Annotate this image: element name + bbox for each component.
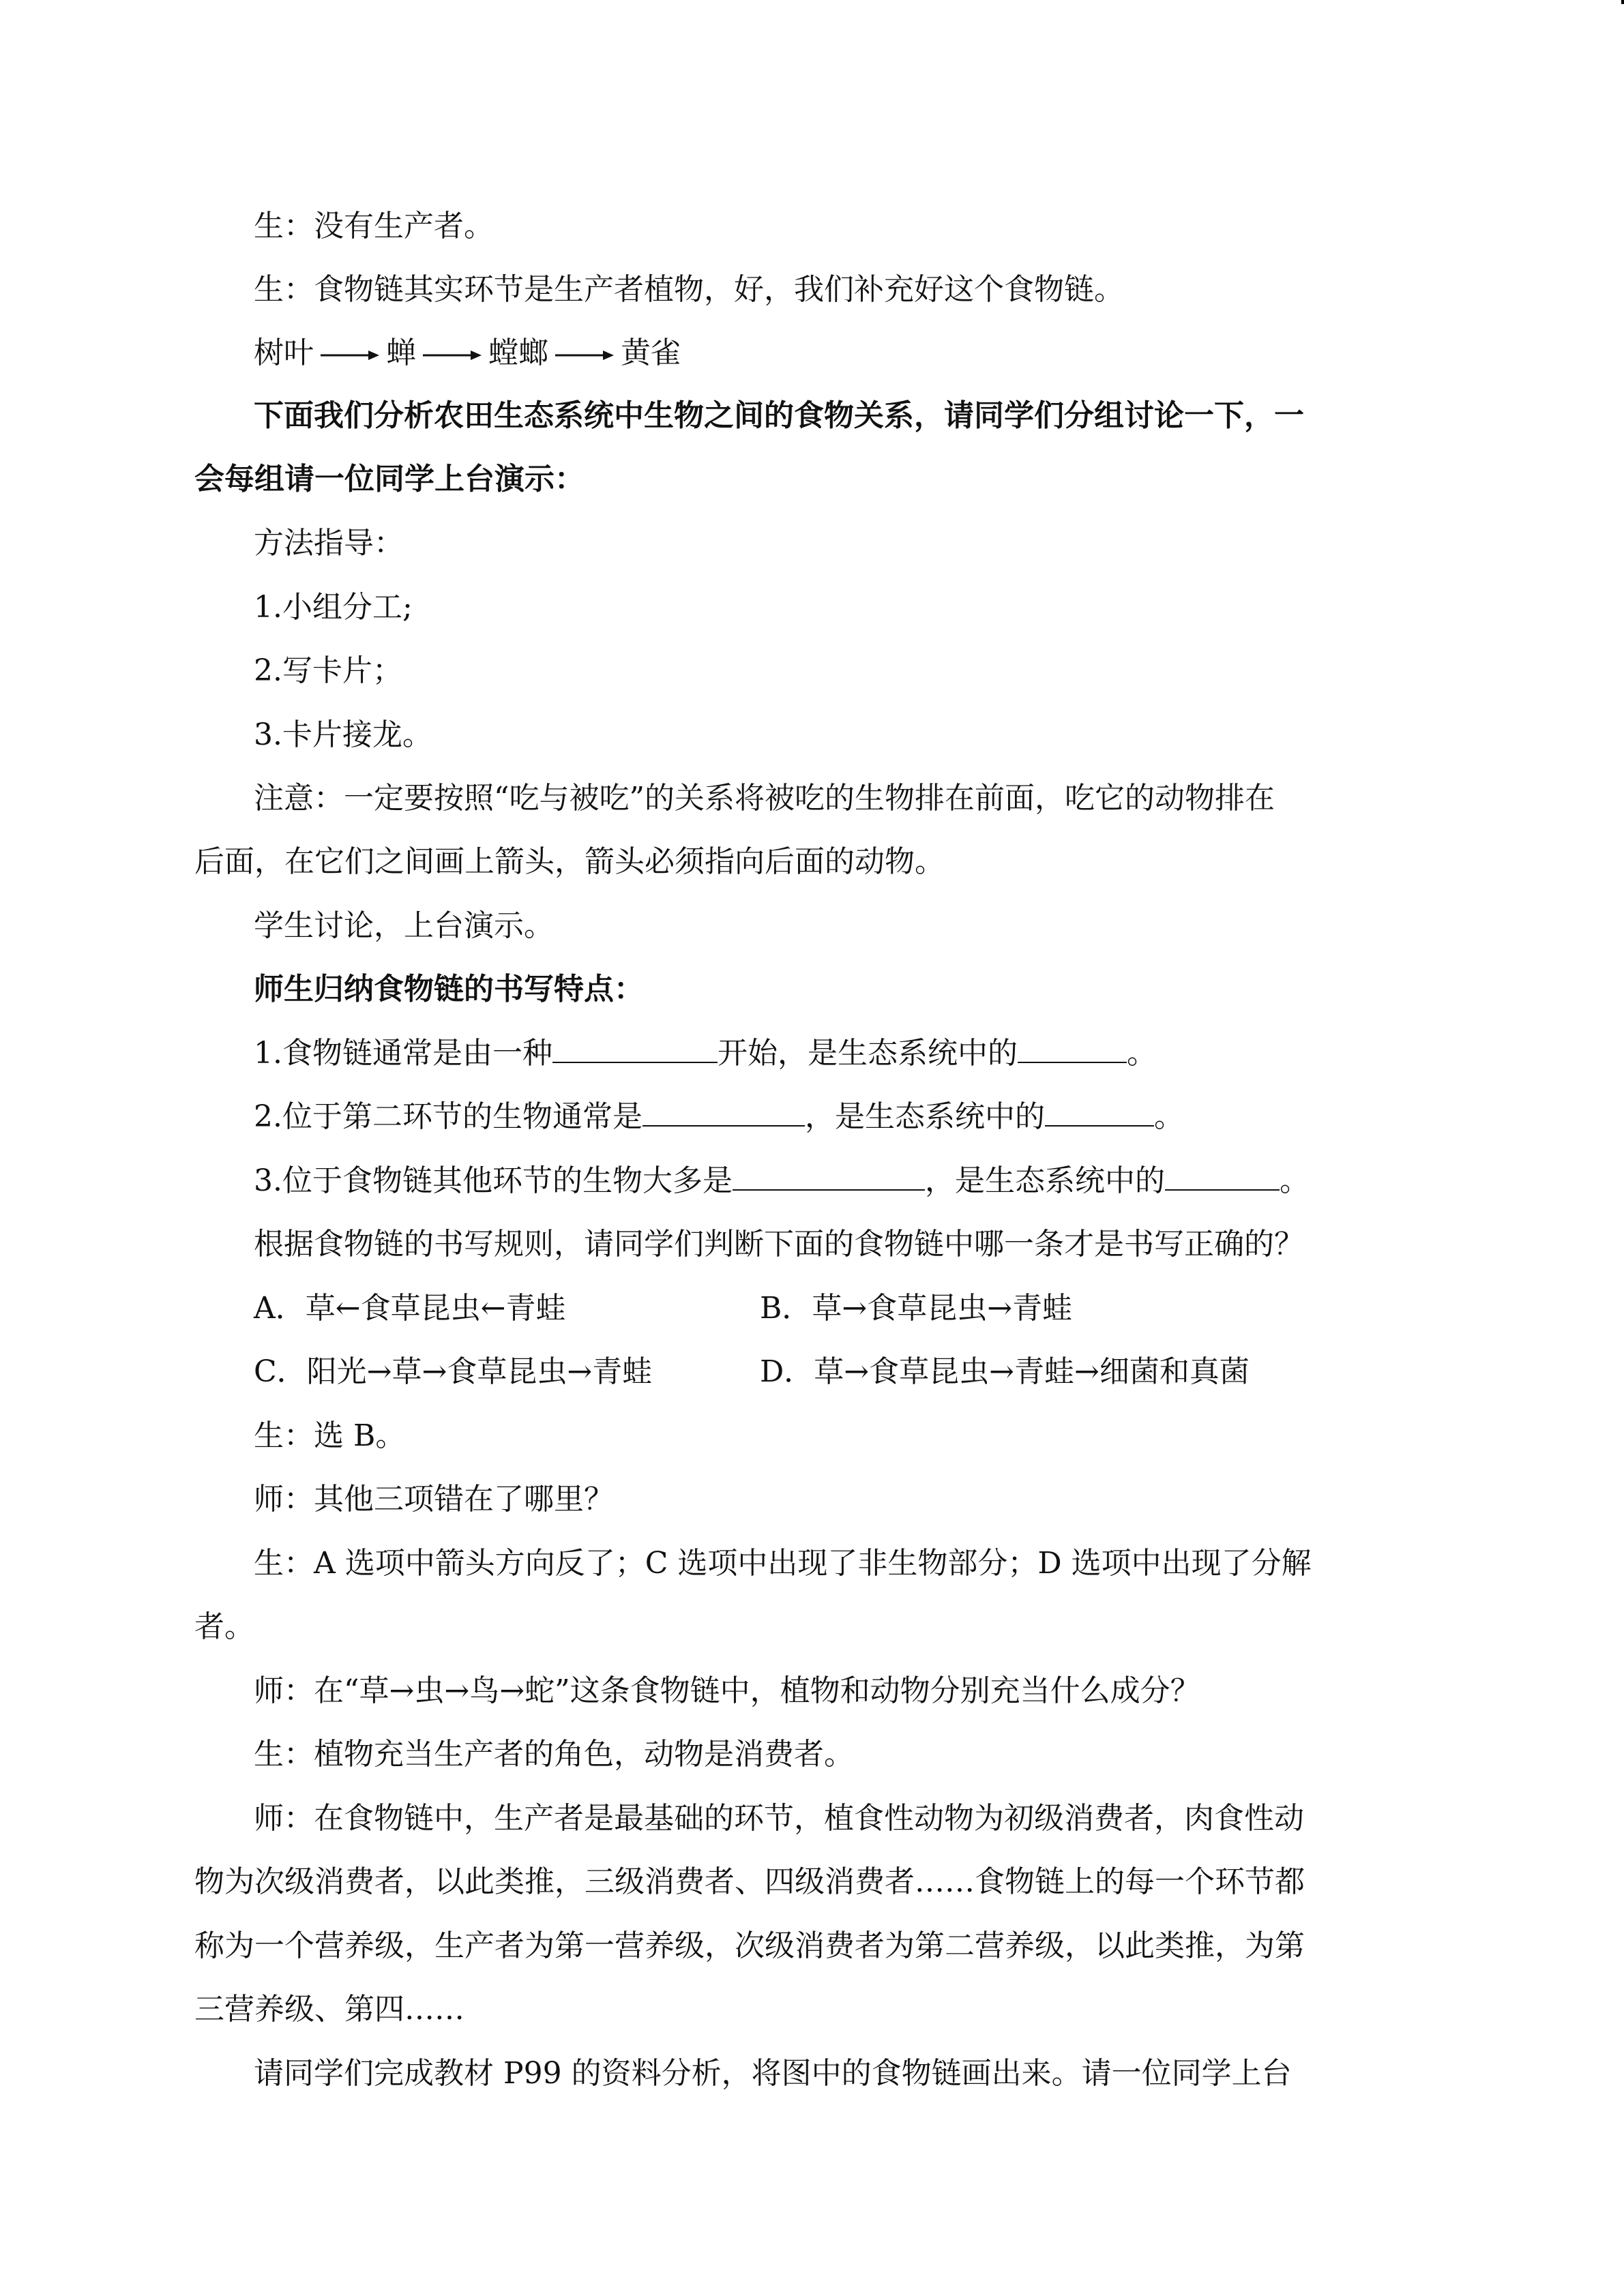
paragraph-3-line-2: 会每组请一位同学上台演示： bbox=[194, 462, 585, 496]
chain-item: 树叶 bbox=[254, 336, 314, 370]
paragraph-3-line-1: 下面我们分析农田生态系统中生物之间的食物关系，请同学们分组讨论一下，一 bbox=[254, 398, 1304, 433]
answer-line: 生：选 B。 bbox=[254, 1418, 406, 1453]
feature-3 bbox=[254, 1161, 1310, 1202]
feature-1-text-b: 开始，是生态系统中的 bbox=[717, 1036, 1018, 1071]
paragraph-2: 生：食物链其实环节是生产者植物，好，我们补充好这个食物链。 bbox=[254, 272, 1124, 307]
final-instruction: 请同学们完成教材 P99 的资料分析，将图中的食物链画出来。请一位同学上台 bbox=[254, 2056, 1292, 2091]
summary-heading: 师生归纳食物链的书写特点： bbox=[254, 972, 644, 1007]
option-d: D．草→食草昆虫→青蛙→细菌和真菌 bbox=[760, 1354, 1250, 1389]
student-answer-line-1: 生：A 选项中箭头方向反了；C 选项中出现了非生物部分；D 选项中出现了分解 bbox=[254, 1546, 1312, 1581]
teacher-question: 师：其他三项错在了哪里？ bbox=[254, 1482, 614, 1517]
method-step-1: 1.小组分工; bbox=[254, 590, 413, 625]
paragraph-discussion: 学生讨论，上台演示。 bbox=[254, 908, 554, 943]
method-step-3: 3.卡片接龙。 bbox=[254, 717, 432, 752]
page-corner-mark bbox=[1621, 0, 1624, 4]
fill-blank bbox=[733, 1162, 925, 1191]
paragraph-1: 生：没有生产者。 bbox=[254, 209, 494, 243]
fill-blank bbox=[643, 1098, 805, 1127]
option-a: A．草←食草昆虫←青蛙 bbox=[254, 1291, 566, 1326]
right-arrow-icon bbox=[554, 348, 615, 362]
right-arrow-icon bbox=[422, 348, 483, 362]
feature-3-text-b: ，是生态系统中的 bbox=[924, 1163, 1165, 1198]
method-guide-heading: 方法指导： bbox=[254, 526, 404, 561]
question-prompt: 根据食物链的书写规则，请同学们判断下面的食物链中哪一条才是书写正确的？ bbox=[254, 1227, 1304, 1262]
feature-2-text-a: 2.位于第二环节的生物通常是 bbox=[254, 1099, 643, 1134]
fill-blank bbox=[1165, 1162, 1280, 1191]
teacher-explanation-line-3: 称为一个营养级，生产者为第一营养级，次级消费者为第二营养级，以此类推，为第 bbox=[194, 1928, 1305, 1963]
teacher-explanation-line-4: 三营养级、第四…… bbox=[194, 1992, 464, 2027]
feature-1-text-c: 。 bbox=[1126, 1036, 1157, 1071]
teacher-explanation-line-2: 物为次级消费者，以此类推，三级消费者、四级消费者……食物链上的每一个环节都 bbox=[194, 1864, 1305, 1899]
right-arrow-icon bbox=[319, 348, 381, 362]
teacher-explanation-line-1: 师：在食物链中，生产者是最基础的环节，植食性动物为初级消费者，肉食性动 bbox=[254, 1801, 1304, 1836]
note-line-2: 后面，在它们之间画上箭头，箭头必须指向后面的动物。 bbox=[194, 844, 945, 879]
chain-item: 黄雀 bbox=[621, 336, 681, 370]
options-row-1 bbox=[254, 1288, 1413, 1329]
method-step-2: 2.写卡片； bbox=[254, 653, 402, 688]
chain-item: 螳螂 bbox=[488, 336, 548, 370]
food-chain-diagram bbox=[254, 333, 681, 374]
feature-2-text-c: 。 bbox=[1153, 1099, 1184, 1134]
feature-3-text-c: 。 bbox=[1279, 1163, 1310, 1198]
feature-1 bbox=[254, 1033, 1157, 1074]
fill-blank bbox=[1045, 1098, 1154, 1127]
fill-blank bbox=[1018, 1034, 1127, 1063]
chain-item: 蝉 bbox=[386, 336, 416, 370]
feature-1-text-a: 1.食物链通常是由一种 bbox=[254, 1036, 552, 1071]
student-answer-line-2: 者。 bbox=[194, 1609, 254, 1644]
option-c: C．阳光→草→食草昆虫→青蛙 bbox=[254, 1354, 653, 1389]
note-line-1: 注意：一定要按照“吃与被吃”的关系将被吃的生物排在前面，吃它的动物排在 bbox=[254, 781, 1275, 816]
feature-3-text-a: 3.位于食物链其他环节的生物大多是 bbox=[254, 1163, 733, 1198]
option-b: B．草→食草昆虫→青蛙 bbox=[760, 1291, 1073, 1326]
options-row-2 bbox=[254, 1352, 1413, 1392]
feature-2-text-b: ，是生态系统中的 bbox=[804, 1099, 1045, 1134]
student-answer-2: 生：植物充当生产者的角色，动物是消费者。 bbox=[254, 1737, 854, 1772]
fill-blank bbox=[552, 1034, 718, 1063]
teacher-question-2: 师：在“草→虫→鸟→蛇”这条食物链中，植物和动物分别充当什么成分？ bbox=[254, 1673, 1200, 1708]
feature-2 bbox=[254, 1097, 1184, 1137]
